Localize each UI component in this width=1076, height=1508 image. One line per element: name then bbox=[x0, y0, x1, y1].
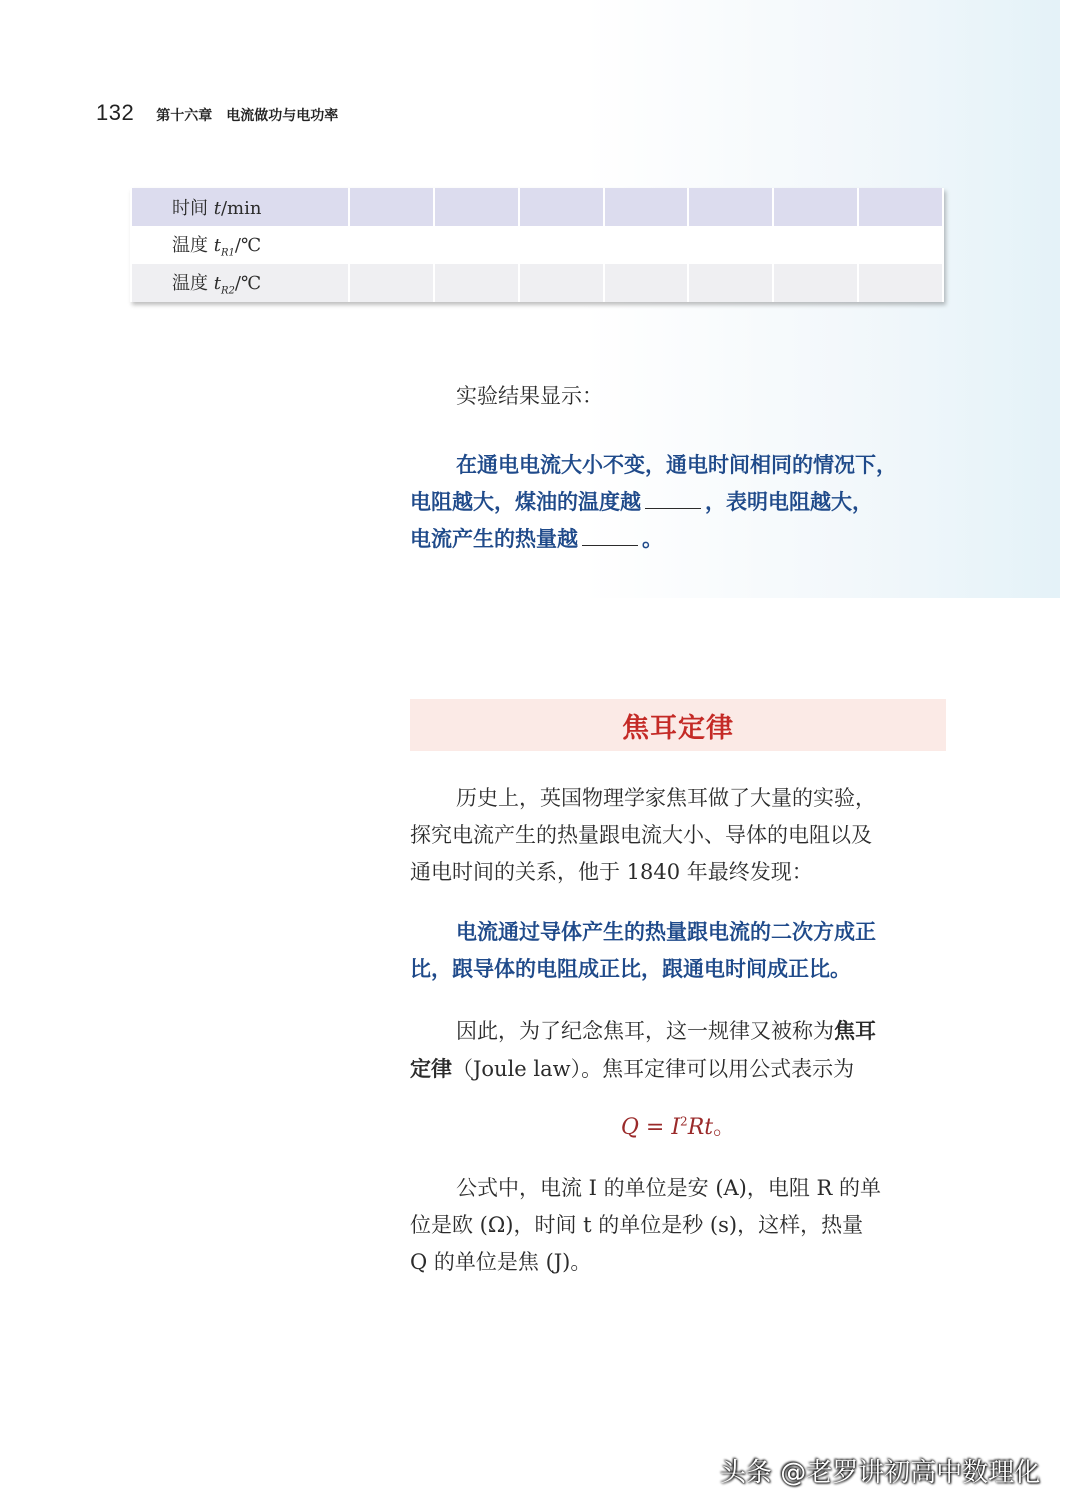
fill-blank[interactable] bbox=[582, 527, 638, 546]
result-conclusion: 在通电电流大小不变，通电时间相同的情况下， 电阻越大，煤油的温度越 ，表明电阻越大， 电流产生的热量越 。 bbox=[410, 452, 897, 551]
result-intro: 实验结果显示： bbox=[456, 384, 603, 408]
section-title: 焦耳定律 bbox=[622, 712, 734, 744]
table-cell bbox=[774, 264, 857, 302]
table-cell bbox=[859, 226, 942, 264]
section-heading bbox=[410, 699, 946, 751]
table-cell bbox=[520, 188, 603, 226]
page-header bbox=[96, 100, 338, 126]
chapter-title: 第十六章 电流做功与电功率 bbox=[156, 108, 339, 124]
table-cell bbox=[350, 188, 433, 226]
table-cell bbox=[435, 188, 518, 226]
joule-formula: $Q = I^2Rt$。 bbox=[620, 1114, 736, 1140]
row-label: 温度 $t_{R2}/℃$ bbox=[132, 264, 348, 302]
units-paragraph: 公式中，电流 I 的单位是安 (A)，电阻 R 的单 位是欧 (Ω)，时间 t 的单位是秒 (s)，这样，热量 Q 的单位是焦 (J)。 bbox=[410, 1176, 882, 1274]
table-row bbox=[132, 264, 942, 302]
table-cell bbox=[774, 188, 857, 226]
table-row bbox=[132, 226, 942, 264]
table-cell bbox=[520, 264, 603, 302]
table-cell bbox=[689, 226, 772, 264]
table-cell bbox=[774, 226, 857, 264]
table-cell bbox=[689, 188, 772, 226]
watermark: 头条 @老罗讲初高中数理化 bbox=[720, 1458, 1041, 1488]
page-number: 132 bbox=[96, 100, 135, 125]
law-statement: 电流通过导体产生的热量跟电流的二次方成正 比，跟导体的电阻成正比，跟通电时间成正比。 bbox=[410, 919, 876, 981]
table-cell bbox=[350, 226, 433, 264]
table-cell bbox=[435, 226, 518, 264]
row-label: 温度 $t_{R1}/℃$ bbox=[132, 226, 348, 264]
table-cell bbox=[520, 226, 603, 264]
history-paragraph: 历史上，英国物理学家焦耳做了大量的实验， 探究电流产生的热量跟电流大小、导体的电阻以及 通电时间的关系，他于 1840 年最终发现： bbox=[410, 786, 876, 884]
table-cell bbox=[859, 188, 942, 226]
row-label: 时间 t/min bbox=[132, 188, 348, 226]
table-row bbox=[132, 188, 942, 226]
table-cell bbox=[435, 264, 518, 302]
data-table bbox=[130, 188, 944, 302]
table-cell bbox=[350, 264, 433, 302]
fill-blank[interactable] bbox=[645, 490, 701, 509]
table-cell bbox=[859, 264, 942, 302]
table-cell bbox=[605, 188, 688, 226]
naming-paragraph: 因此，为了纪念焦耳，这一规律又被称为焦耳 定律（Joule law）。焦耳定律可以用公式表示为 bbox=[410, 1018, 876, 1081]
table-cell bbox=[689, 264, 772, 302]
table-cell bbox=[605, 226, 688, 264]
table-cell bbox=[605, 264, 688, 302]
